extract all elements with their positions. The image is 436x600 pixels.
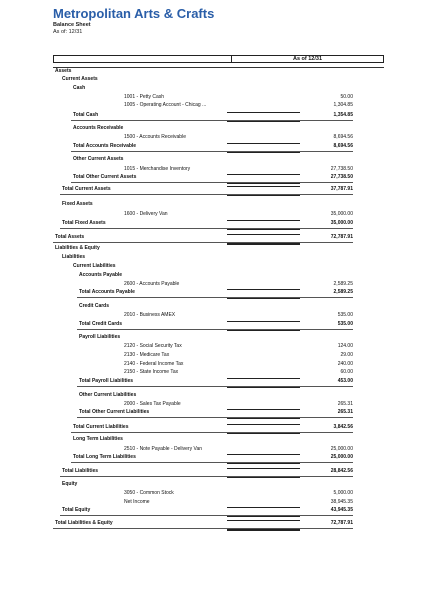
account-row: [53, 211, 384, 218]
total-row: [53, 234, 384, 241]
account-row: [53, 312, 384, 319]
row-amount: 72,787.91: [330, 234, 353, 240]
row-label: 2510 - Note Payable - Delivery Van: [124, 446, 203, 452]
row-label: Fixed Assets: [62, 201, 93, 207]
total-row: [53, 378, 384, 385]
row-amount: 8,694.56: [333, 143, 353, 149]
row-amount: 1,304.85: [333, 102, 353, 108]
total-separator: [77, 297, 353, 298]
row-label: 2130 - Medicare Tax: [124, 352, 170, 358]
row-label: Current Liabilities: [73, 263, 116, 269]
row-label: 1015 - Merchandise Inventory: [124, 166, 191, 172]
section-heading: [53, 254, 384, 261]
total-separator: [60, 476, 353, 477]
total-row: [53, 321, 384, 328]
subtotal-rule: [227, 520, 300, 521]
subtotal-rule: [227, 378, 300, 379]
row-label: Accounts Receivable: [73, 125, 124, 131]
row-label: 2000 - Sales Tax Payable: [124, 401, 181, 407]
total-row: [53, 174, 384, 181]
account-row: [53, 352, 384, 359]
total-separator: [71, 151, 353, 152]
section-heading: [53, 125, 384, 132]
amount-underline: [227, 121, 300, 122]
row-label: 1500 - Accounts Receivable: [124, 134, 186, 140]
total-row: [53, 186, 384, 193]
row-amount: 72,787.91: [330, 520, 353, 526]
row-label: 1005 - Operating Account - Chicag ...: [124, 102, 207, 108]
column-divider: [231, 56, 232, 62]
section-heading: [53, 272, 384, 279]
total-row: [53, 112, 384, 119]
account-row: [53, 281, 384, 288]
row-label: Long Term Liabilities: [73, 436, 123, 442]
row-label: Credit Cards: [79, 303, 110, 309]
row-label: Equity: [62, 481, 78, 487]
amount-underline: [227, 477, 300, 478]
account-row: [53, 361, 384, 368]
section-heading: [53, 334, 384, 341]
row-label: Total Fixed Assets: [62, 220, 106, 226]
account-row: [53, 401, 384, 408]
row-label: 1001 - Petty Cash: [124, 94, 165, 100]
subtotal-rule: [227, 174, 300, 175]
total-separator: [60, 194, 353, 195]
row-label: 1600 - Delivery Van: [124, 211, 168, 217]
row-amount: 25,000.00: [330, 446, 353, 452]
row-label: Assets: [55, 68, 72, 74]
row-label: Other Current Assets: [73, 156, 124, 162]
row-amount: 35,000.00: [330, 211, 353, 217]
row-label: Total Accounts Receivable: [73, 143, 137, 149]
row-amount: 265.31: [337, 401, 353, 407]
row-amount: 2,589.25: [333, 289, 353, 295]
row-amount: 27,738.50: [330, 174, 353, 180]
row-label: Current Assets: [62, 76, 98, 82]
total-separator: [60, 228, 353, 229]
row-label: Total Credit Cards: [79, 321, 122, 327]
total-separator: [60, 515, 353, 516]
subtotal-rule: [227, 424, 300, 425]
row-label: Liabilities: [62, 254, 86, 260]
amount-double-underline: [227, 530, 300, 531]
row-amount: 27,738.50: [330, 166, 353, 172]
row-amount: 50.00: [340, 94, 353, 100]
row-label: Total Accounts Payable: [79, 289, 135, 295]
subtotal-rule: [227, 321, 300, 322]
section-heading: [53, 156, 384, 163]
amount-underline: [227, 298, 300, 299]
row-amount: 37,787.91: [330, 186, 353, 192]
row-label: Total Liabilities & Equity: [55, 520, 113, 526]
row-label: Total Other Current Liabilities: [79, 409, 150, 415]
total-separator: [71, 432, 353, 433]
total-row: [53, 424, 384, 431]
amount-underline: [227, 387, 300, 388]
row-amount: 38,945.35: [330, 499, 353, 505]
section-heading: [53, 481, 384, 488]
as-of-date: As of: 12/31: [53, 29, 83, 35]
subtotal-rule: [227, 468, 300, 469]
amount-underline: [227, 152, 300, 153]
row-amount: 2,589.25: [333, 281, 353, 287]
account-row: [53, 102, 384, 109]
amount-underline: [227, 433, 300, 434]
subtotal-rule: [227, 186, 300, 187]
row-label: Liabilities & Equity: [55, 245, 100, 251]
row-label: 2600 - Accounts Payable: [124, 281, 180, 287]
account-row: [53, 490, 384, 497]
total-row: [53, 143, 384, 150]
account-row: [53, 446, 384, 453]
account-row: [53, 166, 384, 173]
amount-underline: [227, 183, 300, 184]
row-amount: 35,000.00: [330, 220, 353, 226]
account-row: [53, 343, 384, 350]
row-label: 2120 - Social Security Tax: [124, 343, 182, 349]
section-heading: [53, 85, 384, 92]
row-label: 2010 - Business AMEX: [124, 312, 176, 318]
subtotal-rule: [227, 454, 300, 455]
row-amount: 535.00: [337, 312, 353, 318]
row-label: 2140 - Federal Income Tax: [124, 361, 184, 367]
row-label: Total Other Current Assets: [73, 174, 137, 180]
subtotal-rule: [227, 409, 300, 410]
section-heading: [53, 263, 384, 270]
row-label: Accounts Payable: [79, 272, 123, 278]
row-label: Net Income: [124, 499, 150, 505]
row-label: Total Cash: [73, 112, 99, 118]
section-heading: [53, 201, 384, 208]
total-row: [53, 507, 384, 514]
row-label: Total Liabilities: [62, 468, 99, 474]
column-header-box: [53, 55, 384, 63]
row-amount: 60.00: [340, 369, 353, 375]
account-row: [53, 499, 384, 506]
company-title: Metropolitan Arts & Crafts: [53, 6, 215, 21]
total-separator: [77, 329, 353, 330]
row-label: 3050 - Common Stock: [124, 490, 174, 496]
amount-underline: [227, 418, 300, 419]
account-row: [53, 94, 384, 101]
section-heading: [53, 245, 384, 252]
section-heading: [53, 436, 384, 443]
subtotal-rule: [227, 289, 300, 290]
total-row: [53, 454, 384, 461]
total-row: [53, 468, 384, 475]
total-separator: [71, 120, 353, 121]
amount-underline: [227, 463, 300, 464]
row-amount: 1,354.85: [333, 112, 353, 118]
total-row: [53, 289, 384, 296]
row-label: 2150 - State Income Tax: [124, 369, 179, 375]
row-amount: 5,000.00: [333, 490, 353, 496]
total-separator: [53, 528, 353, 529]
row-amount: 535.00: [337, 321, 353, 327]
section-heading: [53, 392, 384, 399]
account-row: [53, 134, 384, 141]
row-amount: 25,000.00: [330, 454, 353, 460]
section-heading: [53, 76, 384, 83]
amount-underline: [227, 516, 300, 517]
amount-underline: [227, 330, 300, 331]
row-label: Total Equity: [62, 507, 91, 513]
row-amount: 29.00: [340, 352, 353, 358]
row-label: Payroll Liabilities: [79, 334, 121, 340]
column-header-label: As of 12/31: [292, 55, 323, 62]
subtotal-rule: [227, 507, 300, 508]
row-amount: 3,842.56: [333, 424, 353, 430]
section-heading: [53, 68, 384, 75]
row-amount: 265.31: [337, 409, 353, 415]
amount-underline: [227, 195, 300, 196]
row-amount: 124.00: [337, 343, 353, 349]
total-separator: [77, 386, 353, 387]
row-label: Total Payroll Liabilities: [79, 378, 134, 384]
total-row: [53, 409, 384, 416]
row-label: Total Current Liabilities: [73, 424, 129, 430]
row-label: Other Current Liabilities: [79, 392, 137, 398]
total-separator: [71, 182, 353, 183]
row-amount: 8,694.56: [333, 134, 353, 140]
row-label: Total Assets: [55, 234, 85, 240]
total-row: [53, 220, 384, 227]
total-separator: [53, 242, 353, 243]
total-row: [53, 520, 384, 527]
total-separator: [77, 417, 353, 418]
account-row: [53, 369, 384, 376]
row-amount: 240.00: [337, 361, 353, 367]
subtotal-rule: [227, 143, 300, 144]
row-amount: 43,945.35: [330, 507, 353, 513]
section-heading: [53, 303, 384, 310]
report-title: Balance Sheet: [53, 22, 91, 28]
row-amount: 453.00: [337, 378, 353, 384]
row-label: Cash: [73, 85, 86, 91]
subtotal-rule: [227, 220, 300, 221]
row-label: Total Long Term Liabilities: [73, 454, 136, 460]
subtotal-rule: [227, 112, 300, 113]
subtotal-rule: [227, 234, 300, 235]
row-label: Total Current Assets: [62, 186, 111, 192]
amount-underline: [227, 229, 300, 230]
row-amount: 28,842.56: [330, 468, 353, 474]
total-separator: [71, 462, 353, 463]
